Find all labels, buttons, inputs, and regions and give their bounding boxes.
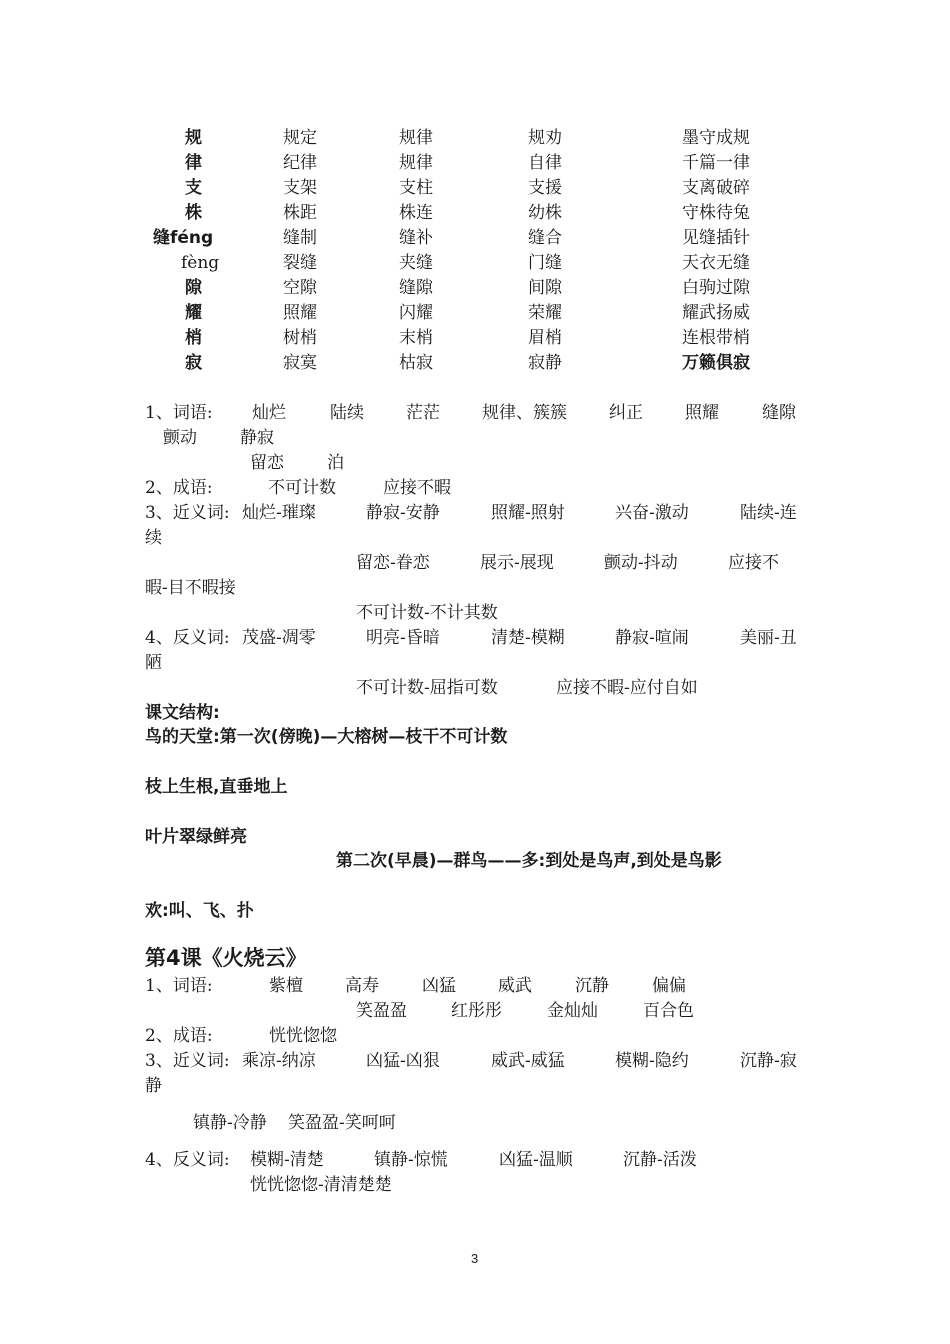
table-cell: 支援 [528, 178, 562, 198]
table-cell: 株距 [283, 203, 317, 223]
table-cell: 见缝插针 [682, 228, 750, 248]
word: 陆续 [330, 403, 364, 423]
antonym-pair: 沉静-活泼 [623, 1150, 697, 1170]
synonyms-label: 3、近义词: [145, 1051, 230, 1071]
table-cell: 耀武扬威 [682, 303, 750, 323]
page-number: 3 [471, 1251, 479, 1266]
table-cell: 纪律 [283, 153, 317, 173]
table-char: 律 [185, 153, 202, 173]
synonym-wrap: 续 [145, 528, 162, 548]
table-cell: 规定 [283, 128, 317, 148]
table-cell: 支离破碎 [682, 178, 750, 198]
table-cell: 末梢 [399, 328, 433, 348]
word: 照耀 [685, 403, 719, 423]
word: 百合色 [643, 1001, 694, 1021]
table-cell: 幼株 [528, 203, 562, 223]
synonym-wrap: 暇-目不暇接 [145, 578, 236, 598]
word: 灿烂 [252, 403, 286, 423]
antonym-pair: 美丽-丑 [740, 628, 797, 648]
table-cell: 门缝 [528, 253, 562, 273]
table-cell: 支柱 [399, 178, 433, 198]
table-cell: 守株待兔 [682, 203, 750, 223]
table-cell: 荣耀 [528, 303, 562, 323]
synonym-pair: 静寂-安静 [366, 503, 440, 523]
word: 缝隙 [762, 403, 796, 423]
table-cell: 天衣无缝 [682, 253, 750, 273]
idiom: 不可计数 [268, 478, 336, 498]
synonym-pair: 镇静-冷静 [193, 1113, 267, 1133]
antonym-wrap: 陋 [145, 653, 162, 673]
synonym-pair: 凶猛-凶狠 [366, 1051, 440, 1071]
synonym-pair: 不可计数-不计其数 [356, 603, 498, 623]
table-cell: 缝制 [283, 228, 317, 248]
table-cell: 树梢 [283, 328, 317, 348]
antonym-pair: 凶猛-温顺 [499, 1150, 573, 1170]
table-cell: 寂寞 [283, 353, 317, 373]
synonym-pair: 模糊-隐约 [615, 1051, 689, 1071]
antonym-pair: 模糊-清楚 [250, 1150, 324, 1170]
synonym-pair: 照耀-照射 [491, 503, 565, 523]
table-char: 隙 [185, 278, 202, 298]
word: 高寿 [345, 976, 379, 996]
table-cell: 寂静 [528, 353, 562, 373]
antonym-pair: 镇静-惊慌 [374, 1150, 448, 1170]
antonyms-label: 4、反义词: [145, 1150, 230, 1170]
synonym-pair: 笑盈盈-笑呵呵 [288, 1113, 396, 1133]
synonyms-label: 3、近义词: [145, 503, 230, 523]
structure-line: 枝上生根,直垂地上 [145, 777, 288, 797]
word: 纠正 [609, 403, 643, 423]
table-cell: 连根带梢 [682, 328, 750, 348]
word: 偏偏 [652, 976, 686, 996]
word: 威武 [498, 976, 532, 996]
table-char: fèng [181, 253, 220, 273]
word: 规律、簇簇 [482, 403, 567, 423]
idiom: 应接不暇 [383, 478, 451, 498]
word: 茫茫 [406, 403, 440, 423]
words-label: 1、词语: [145, 976, 213, 996]
synonym-pair: 陆续-连 [740, 503, 797, 523]
word: 留恋 [250, 453, 284, 473]
antonym-pair: 明亮-昏暗 [366, 628, 440, 648]
table-char: 株 [185, 203, 202, 223]
table-char: 支 [185, 178, 202, 198]
table-char: 耀 [185, 303, 202, 323]
table-cell: 间隙 [528, 278, 562, 298]
word: 笑盈盈 [356, 1001, 407, 1021]
table-cell: 株连 [399, 203, 433, 223]
table-cell: 支架 [283, 178, 317, 198]
word: 凶猛 [422, 976, 456, 996]
antonyms-label: 4、反义词: [145, 628, 230, 648]
table-cell: 缝隙 [399, 278, 433, 298]
word: 金灿灿 [547, 1001, 598, 1021]
antonym-pair: 清楚-模糊 [491, 628, 565, 648]
synonym-pair: 兴奋-激动 [615, 503, 689, 523]
table-char: 梢 [185, 328, 202, 348]
synonym-pair: 威武-威猛 [491, 1051, 565, 1071]
synonym-wrap: 静 [145, 1076, 162, 1096]
table-cell: 自律 [528, 153, 562, 173]
word: 颤动 [163, 428, 197, 448]
table-cell: 眉梢 [528, 328, 562, 348]
table-cell: 空隙 [283, 278, 317, 298]
table-char: 规 [185, 128, 202, 148]
antonym-pair: 恍恍惚惚-清清楚楚 [250, 1175, 392, 1195]
table-cell: 照耀 [283, 303, 317, 323]
words-label: 1、词语: [145, 403, 213, 423]
table-cell: 墨守成规 [682, 128, 750, 148]
synonym-pair: 颤动-抖动 [604, 553, 678, 573]
idioms-label: 2、成语: [145, 1026, 213, 1046]
table-cell: 千篇一律 [682, 153, 750, 173]
antonym-pair: 不可计数-屈指可数 [356, 678, 498, 698]
structure-line: 鸟的天堂:第一次(傍晚)—大榕树—枝干不可计数 [145, 727, 508, 747]
table-cell: 万籁俱寂 [682, 353, 750, 373]
synonym-pair: 沉静-寂 [740, 1051, 797, 1071]
table-char: 缝féng [153, 228, 214, 248]
table-cell: 白驹过隙 [682, 278, 750, 298]
structure-label: 课文结构: [145, 703, 220, 723]
table-cell: 裂缝 [283, 253, 317, 273]
synonym-pair: 灿烂-璀璨 [242, 503, 316, 523]
table-cell: 闪耀 [399, 303, 433, 323]
word: 泊 [327, 453, 344, 473]
synonym-pair: 留恋-眷恋 [356, 553, 430, 573]
table-cell: 规律 [399, 153, 433, 173]
antonym-pair: 茂盛-凋零 [242, 628, 316, 648]
structure-line: 欢:叫、飞、扑 [145, 901, 254, 921]
table-cell: 规劝 [528, 128, 562, 148]
antonym-pair: 应接不暇-应付自如 [556, 678, 698, 698]
antonym-pair: 静寂-喧闹 [615, 628, 689, 648]
word: 静寂 [240, 428, 274, 448]
structure-line: 第二次(早晨)—群鸟——多:到处是鸟声,到处是鸟影 [336, 851, 722, 871]
synonym-pair: 乘凉-纳凉 [242, 1051, 316, 1071]
lesson-title: 第4课《火烧云》 [145, 946, 307, 970]
synonym-pair: 展示-展现 [480, 553, 554, 573]
word: 沉静 [575, 976, 609, 996]
table-cell: 夹缝 [399, 253, 433, 273]
table-cell: 规律 [399, 128, 433, 148]
table-cell: 枯寂 [399, 353, 433, 373]
idiom: 恍恍惚惚 [269, 1026, 337, 1046]
synonym-pair: 应接不 [728, 553, 779, 573]
table-char: 寂 [185, 353, 202, 373]
word: 红彤彤 [451, 1001, 502, 1021]
structure-line: 叶片翠绿鲜亮 [145, 827, 247, 847]
table-cell: 缝补 [399, 228, 433, 248]
idioms-label: 2、成语: [145, 478, 213, 498]
word: 紫檀 [269, 976, 303, 996]
table-cell: 缝合 [528, 228, 562, 248]
